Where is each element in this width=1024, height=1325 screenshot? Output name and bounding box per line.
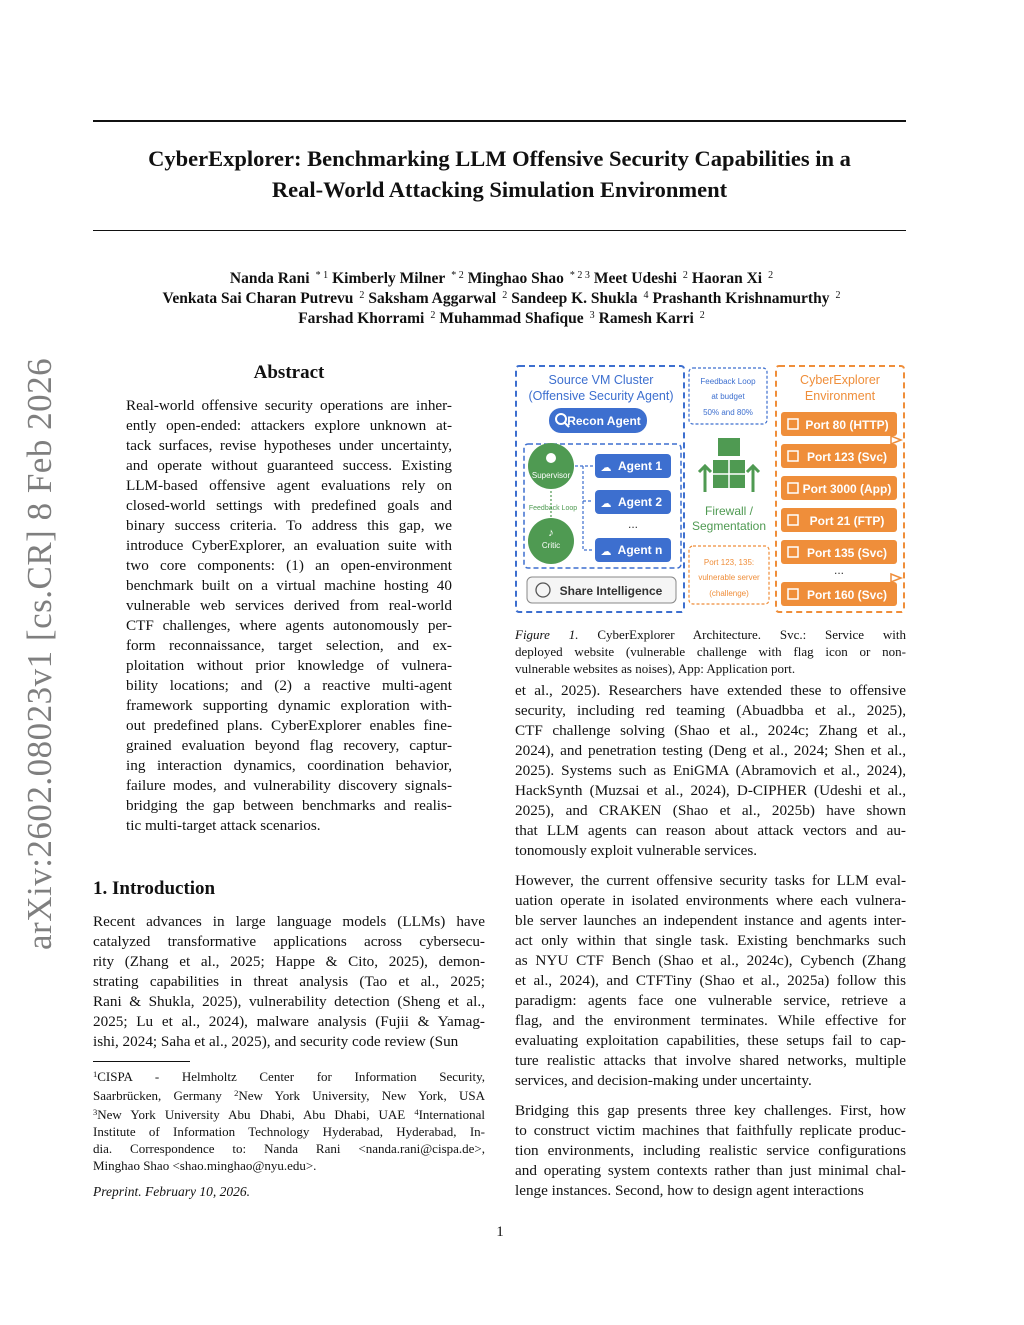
port-3000-node: [781, 476, 897, 500]
port-135-label: Port 135 (Svc): [806, 546, 888, 560]
title-line-2: Real-World Attacking Simulation Environment: [271, 177, 728, 202]
text-line: and operating system contexts rather than just minimal chal-: [515, 1162, 906, 1179]
text-line: tion environments, including realistic service configurations: [515, 1142, 906, 1159]
text-line: two core components: (1) an open-environment: [126, 557, 452, 574]
caption-line: [515, 660, 906, 677]
text-line: ing interaction dynamics, coordination behavior,: [126, 757, 452, 774]
text-line: catalyzed transformative applications across cybersecu-: [93, 933, 485, 950]
person-icon: [546, 453, 556, 463]
title-line-1: CyberExplorer: Benchmarking LLM Offensive Security Capabilities in a: [148, 146, 851, 171]
text-line: ture realistic attacks that involve shared networks, multiple: [515, 1052, 906, 1069]
port-80-label: Port 80 (HTTP): [805, 418, 889, 432]
right-column-paragraph-1: [515, 681, 906, 861]
text-line: to construct victim machines that faithfully replicate produc-: [515, 1122, 906, 1139]
author-affiliation: 2: [430, 310, 436, 321]
figure-label: Figure 1.: [515, 627, 579, 642]
text-line: services, and decision-making under uncertainty.: [515, 1072, 812, 1089]
author-affiliation: * 2: [451, 270, 464, 281]
agent-n-node: [595, 538, 671, 562]
text-line: flag, and the environment terminates. While effective for: [515, 1012, 906, 1029]
text-line: ble server launches an independent instance and agents inter-: [515, 912, 906, 929]
text-line: act only within that single task. Existing benchmarks such: [515, 932, 906, 949]
text-line: 2024), and penetration testing (Deng et al., 2024; Shen et al.,: [515, 742, 906, 759]
page-number: 1: [496, 1224, 504, 1240]
footnote-text: dia. Correspondence to: Nanda Rani <nanda.rani@cispa.de>,: [93, 1141, 485, 1156]
footnote-line: [93, 1085, 485, 1104]
agent-2-node: [595, 490, 671, 514]
vulnerable-port-note: [689, 546, 769, 604]
text-line: framework supporting dynamic exploration with-: [126, 697, 452, 714]
port-note-line-1: Port 123, 135:: [703, 558, 755, 567]
text-line: Bridging this gap presents three key challenges. First, how: [515, 1102, 906, 1119]
agents-ellipsis: ...: [627, 517, 639, 531]
text-line: tonomously exploit vulnerable services.: [515, 842, 758, 859]
robot-icon: ☁: [600, 498, 612, 510]
caption-line: [515, 626, 906, 643]
port-160-node: [781, 574, 901, 606]
text-line: benchmark built on a virtual machine hosting 40: [126, 577, 452, 594]
feedback-box-line-3: 50% and 80%: [703, 408, 753, 417]
source-vm-subtitle: (Offensive Security Agent): [528, 389, 674, 403]
port-135-node: [781, 540, 897, 564]
text-line: HackSynth (Muzsai et al., 2024), D-CIPHER (Udeshi et al.,: [515, 782, 906, 799]
port-3000-label: Port 3000 (App): [802, 482, 892, 496]
author-affiliation: 2: [768, 270, 774, 281]
footnote-text: Institute of Information Technology Hyderabad, Hyderabad, In-: [93, 1124, 485, 1139]
abstract-body: [126, 396, 452, 836]
text-line: and operate without guaranteed success. Existing: [126, 457, 452, 474]
supervisor-label: Supervisor: [531, 471, 571, 480]
caption-text: CyberExplorer Architecture. Svc.: Service with: [597, 627, 907, 642]
title-bottom-rule: [93, 230, 906, 231]
text-line: CTF challenges, where agents autonomously per-: [126, 617, 452, 634]
footnote-text: CISPA - Helmholtz Center for Information Security,: [97, 1069, 485, 1084]
author-name: Meet Udeshi: [593, 270, 677, 287]
author-name: Kimberly Milner: [332, 270, 446, 287]
footnote-rule: [93, 1061, 190, 1062]
recon-agent-label: Recon Agent: [567, 414, 641, 428]
agent-n-label: Agent n: [617, 543, 663, 557]
text-line: tack surfaces, revise hypotheses under uncertainty,: [126, 437, 452, 454]
feedback-box-line-2: at budget: [711, 392, 745, 401]
author-row-3: [93, 306, 906, 329]
port-21-label: Port 21 (FTP): [809, 514, 885, 528]
title-top-rule: [93, 120, 906, 122]
author-affiliation: 2: [359, 290, 365, 301]
recon-agent-node: [549, 408, 647, 433]
footnote-line: [93, 1123, 485, 1140]
right-column-paragraph-2: [515, 871, 906, 1091]
environment-subtitle: Environment: [804, 389, 876, 403]
author-affiliation: * 2 3: [569, 270, 590, 281]
arxiv-identifier: arXiv:2602.08023v1 [cs.CR] 8 Feb 2026: [20, 357, 59, 950]
affiliation-footnote: [93, 1066, 485, 1174]
author-affiliation: 4: [643, 290, 649, 301]
text-line: security, including red teaming (Abuadbba et al., 2025),: [515, 702, 906, 719]
text-line: ishi, 2024; Saha et al., 2025), and security code review (Sun: [93, 1033, 459, 1050]
author-name: Saksham Aggarwal: [368, 290, 497, 307]
text-line: et al., 2025). Researchers have extended these to offensive: [515, 682, 906, 699]
author-name: Haoran Xi: [691, 270, 763, 287]
text-line: as NYU CTF Bench (Shao et al., 2024c), Cybench (Zhang: [515, 952, 906, 969]
text-line: bility locations; and (2) a reactive multi-agent: [126, 677, 452, 694]
feedback-loop-label: Feedback Loop: [528, 505, 578, 512]
text-line: However, the current offensive security tasks for LLM eval-: [515, 872, 906, 889]
text-line: strating capabilities in threat analysis (Tao et al., 2025;: [93, 973, 485, 990]
footnote-text: Saarbrücken, Germany: [93, 1088, 235, 1103]
critic-label: Critic: [541, 541, 561, 550]
footnote-line: [93, 1066, 485, 1085]
author-affiliation: 2: [699, 310, 705, 321]
firewall-icon: [699, 438, 759, 492]
share-intelligence-node: [527, 577, 676, 603]
text-line: that LLM agents can reason about attack vectors and au-: [515, 822, 906, 839]
feedback-budget-box: [689, 368, 767, 424]
text-line: grained evaluation beyond flag recovery, captur-: [126, 737, 452, 754]
port-note-line-3: (challenge): [709, 589, 749, 598]
port-123-label: Port 123 (Svc): [806, 450, 888, 464]
footnote-marker: 2: [234, 1088, 239, 1098]
footnote-marker: 3: [93, 1107, 98, 1117]
text-line: binary success criteria. To address this gap, we: [126, 517, 452, 534]
footnote-line: [93, 1104, 485, 1123]
caption-text: deployed website (vulnerable challenge with flag icon or non-: [515, 644, 906, 659]
introduction-heading: 1. Introduction: [93, 878, 216, 899]
footnote-text: New York University Abu Dhabi, Abu Dhabi, UAE: [97, 1107, 415, 1122]
supervisor-node: [528, 443, 574, 489]
port-123-node: [781, 436, 901, 468]
port-160-label: Port 160 (Svc): [806, 588, 888, 602]
preprint-date: Preprint. February 10, 2026.: [93, 1184, 250, 1199]
paper-title: [93, 143, 906, 205]
author-name: Prashanth Krishnamurthy: [652, 290, 830, 307]
ports-ellipsis: ...: [833, 563, 845, 577]
supervisor-agent-arrows: [575, 466, 593, 550]
text-line: uation operate in isolated environments where each vulnera-: [515, 892, 906, 909]
text-line: CTF challenge solving (Shao et al., 2024c; Zhang et al.,: [515, 722, 906, 739]
author-name: Farshad Khorrami: [298, 310, 425, 327]
text-line: et al., 2024), and CTFTiny (Shao et al., 2025a) follow this: [515, 972, 906, 989]
agent-1-label: Agent 1: [617, 459, 663, 473]
text-line: bridging the gap between benchmarks and realis-: [126, 797, 452, 814]
footnote-marker: 4: [414, 1107, 419, 1117]
share-intelligence-label: Share Intelligence: [559, 584, 663, 598]
agent-2-label: Agent 2: [617, 495, 663, 509]
text-line: rity (Zhang et al., 2025; Happe & Cito, 2025), demon-: [93, 953, 485, 970]
caption-text: vulnerable websites as noises), App: Application port.: [515, 661, 796, 676]
text-line: 2025), and CRAKEN (Shao et al., 2025b) have shown: [515, 802, 906, 819]
author-name: Minghao Shao: [467, 270, 564, 287]
text-line: ploitation without prior knowledge of vulnera-: [126, 657, 452, 674]
text-line: introduce CyberExplorer, an evaluation suite with: [126, 537, 452, 554]
firewall-label-1: Firewall /: [704, 504, 754, 518]
footnote-text: International: [418, 1107, 485, 1122]
footnote-line: [93, 1140, 485, 1157]
footnote-marker: 1: [93, 1069, 98, 1079]
feedback-box-line-1: Feedback Loop: [700, 377, 756, 386]
author-name: Muhammad Shafique: [439, 310, 584, 327]
firewall-label-2: Segmentation: [691, 519, 767, 533]
environment-title: CyberExplorer: [800, 373, 880, 387]
text-line: out predefined plans. CyberExplorer enables fine-: [126, 717, 452, 734]
text-line: ently open-ended: attackers explore unknown at-: [126, 417, 452, 434]
author-name: Ramesh Karri: [598, 310, 694, 327]
text-line: 2025). Systems such as EniGMA (Abramovich et al., 2024),: [515, 762, 906, 779]
text-line: Real-world offensive security operations are inher-: [126, 397, 452, 414]
text-line: evaluating exploitation capabilities, these setups fail to cap-: [515, 1032, 906, 1049]
text-line: lenge instances. Second, how to design agent interactions: [515, 1182, 864, 1199]
text-line: tic multi-target attack scenarios.: [126, 817, 321, 834]
architecture-figure: [513, 360, 907, 616]
text-line: closed-world settings with predefined goals and: [126, 497, 452, 514]
text-line: paradigm: agents face one vulnerable service, retrieve a: [515, 992, 906, 1009]
introduction-body: [93, 912, 485, 1052]
author-affiliation: 2: [502, 290, 508, 301]
robot-icon: ☁: [600, 462, 612, 474]
port-80-node: [781, 412, 897, 436]
author-affiliation: 2: [682, 270, 688, 281]
text-line: Recent advances in large language models (LLMs) have: [93, 913, 485, 930]
port-21-node: [781, 508, 897, 532]
text-line: LLM-based offensive agent evaluations rely on: [126, 477, 452, 494]
text-line: failure modes, and vulnerability discovery signals-: [126, 777, 452, 794]
text-line: vulnerable web services derived from real-world: [126, 597, 452, 614]
right-column-paragraph-3: [515, 1101, 906, 1201]
author-name: Nanda Rani: [229, 270, 310, 287]
author-affiliation: 3: [589, 310, 595, 321]
footnote-text: Minghao Shao <shao.minghao@nyu.edu>.: [93, 1158, 317, 1173]
author-affiliation: * 1: [315, 270, 329, 281]
text-line: Rani & Shukla, 2025), vulnerability detection (Sheng et al.,: [93, 993, 485, 1010]
author-name: Sandeep K. Shukla: [511, 290, 638, 307]
critic-node: [528, 518, 574, 564]
footnote-line: [93, 1157, 485, 1174]
text-line: 2025; Lu et al., 2024), malware analysis (Fujii & Yamag-: [93, 1013, 485, 1030]
robot-icon: ☁: [600, 546, 612, 558]
source-vm-title: Source VM Cluster: [548, 373, 654, 387]
speaker-icon: ♪: [548, 527, 554, 539]
footnote-text: New York University, New York, USA: [238, 1088, 485, 1103]
author-name: Venkata Sai Charan Putrevu: [162, 290, 354, 307]
author-affiliation: 2: [835, 290, 841, 301]
agent-1-node: [595, 454, 671, 478]
text-line: form reconnaissance, target selection, and ex-: [126, 637, 452, 654]
abstract-heading: Abstract: [253, 362, 325, 383]
figure-caption: [515, 626, 906, 677]
caption-line: [515, 643, 906, 660]
port-note-line-2: vulnerable server: [698, 573, 760, 582]
